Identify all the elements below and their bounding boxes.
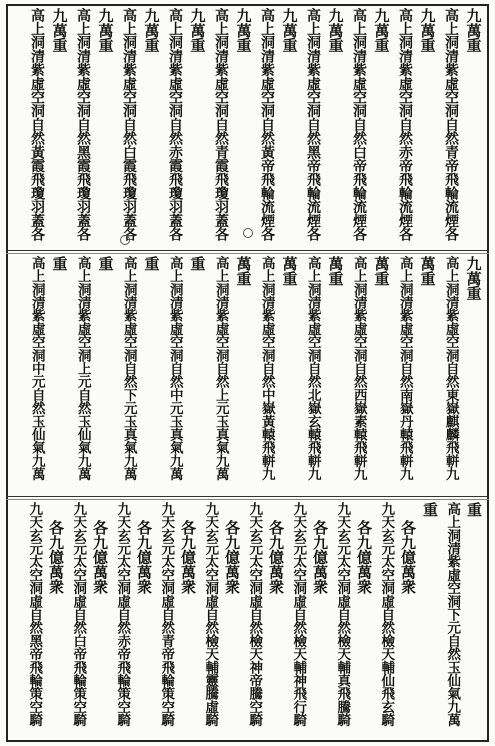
text-column [324,256,347,492]
text-column [186,8,209,248]
text-column [140,256,163,492]
column-text: 高上洞清紫虛空洞自然黑霞飛瓊羽蓋各 [75,8,91,241]
text-column [209,8,232,248]
column-text: 各九億萬衆 [267,520,285,594]
column-text: 重 [188,256,207,271]
column-text: 九萬重 [418,8,437,53]
text-column [25,256,48,492]
column-text: 萬重 [280,256,299,286]
column-text: 各九億萬衆 [223,520,241,594]
text-column [265,502,287,738]
text-column [393,256,416,492]
column-text: 高上洞清紫虛空洞自然黃霞飛瓊羽蓋各 [29,8,45,241]
text-column [155,502,177,738]
column-text: 九天玄元太空洞虛自然白帝飛輪策空騎 [70,502,87,727]
column-text: 九萬重 [188,8,207,53]
column-text: 九萬重 [464,8,483,53]
text-column [255,256,278,492]
text-column [45,502,67,738]
column-text: 重 [421,502,439,517]
text-column [441,502,463,738]
text-column [301,8,324,248]
text-column [309,502,331,738]
column-text: 高上洞清紫虛空洞自然青帝飛輪流煙各 [443,8,459,241]
column-text: 九天玄元太空洞虛自然黑帝飛輪策空騎 [26,502,43,727]
register-divider [6,250,489,251]
text-column [117,8,140,248]
text-column [209,256,232,492]
text-column [439,256,462,492]
column-text: 高上洞清紫虛空洞自然中元玉真氣九萬 [166,256,183,481]
text-column [375,502,397,738]
text-column [462,8,485,248]
text-column [117,256,140,492]
column-text: 各九億萬衆 [135,520,153,594]
text-column [89,502,111,738]
column-text: 各九億萬衆 [179,520,197,594]
register-middle [10,256,485,492]
column-text: 九天玄元太空洞虛自然檢天輔仙飛玄騎 [378,502,395,727]
column-text: 各九億萬衆 [399,520,417,594]
text-column [67,502,89,738]
column-text: 各九億萬衆 [311,520,329,594]
column-text: 各九億萬衆 [91,520,109,594]
text-column [94,8,117,248]
text-column [301,256,324,492]
column-text: 高上洞清紫虛空洞自然上元玉真氣九萬 [212,256,229,481]
text-column [416,256,439,492]
column-text: 高上洞清紫虛空洞自然白霞飛瓊羽蓋各 [121,8,137,241]
text-column [278,8,301,248]
text-column [324,8,347,248]
column-text: 萬重 [234,256,253,286]
text-column [353,502,375,738]
column-text: 重 [142,256,161,271]
column-text: 九天玄元太空洞虛自然檢天神帝騰空騎 [246,502,263,727]
text-column [23,502,45,738]
column-text: 九萬重 [96,8,115,53]
text-column [287,502,309,738]
text-column [416,8,439,248]
text-column [163,256,186,492]
column-text: 九萬重 [280,8,299,53]
text-column [232,256,255,492]
column-text: 高上洞清紫虛空洞下元自然玉仙氣九萬 [444,502,461,727]
column-text: 九萬重 [50,8,69,53]
column-text: 九萬重 [234,8,253,53]
column-text: 各九億萬衆 [47,520,65,594]
column-text: 高上洞清紫虛空洞自然黃帝飛輪流煙各 [259,8,275,241]
column-text: 萬重 [326,256,345,286]
text-column [133,502,155,738]
column-text: 重 [50,256,69,271]
circle-mark-icon [243,228,253,238]
text-column [419,502,441,738]
text-column [140,8,163,248]
column-text: 高上洞清紫虛空洞自然東嶽麒麟飛軿九 [442,256,459,481]
text-column [163,8,186,248]
text-column [347,8,370,248]
text-column [48,8,71,248]
column-text: 高上洞清紫虛空洞自然青霞飛瓊羽蓋各 [213,8,229,241]
column-text: 重 [465,502,483,517]
text-column [94,256,117,492]
column-text: 九天玄元太空洞虛自然赤帝飛輪策空騎 [114,502,131,727]
column-text: 九萬重 [464,256,483,301]
column-text: 九萬重 [142,8,161,53]
text-column [232,8,255,248]
circle-mark-icon [120,235,130,245]
column-text: 高上洞清紫虛空洞自然白帝飛輪流煙各 [351,8,367,241]
register-bottom [10,502,485,738]
column-text: 九天玄元太空洞虛自然檢天輔靈騰虛騎 [202,502,219,727]
text-column [111,502,133,738]
column-text: 高上洞清紫虛空洞自然北嶽玄轅飛軿九 [304,256,321,481]
column-text: 高上洞清紫虛空洞自然下元玉真氣九萬 [120,256,137,481]
text-column [48,256,71,492]
column-text: 萬重 [372,256,391,286]
column-text: 九萬重 [326,8,345,53]
column-text: 九天玄元太空洞虛自然檢天輔神飛行騎 [290,502,307,727]
text-column [370,8,393,248]
text-column [199,502,221,738]
register-top [10,8,485,248]
column-text: 高上洞清紫虛空洞自然西嶽素轅飛軿九 [350,256,367,481]
column-text: 高上洞清紫虛空洞自然赤霞飛瓊羽蓋各 [167,8,183,241]
text-column [439,8,462,248]
column-text: 各九億萬衆 [355,520,373,594]
text-column [462,256,485,492]
text-column [347,256,370,492]
text-column [221,502,243,738]
text-column [25,8,48,248]
column-text: 高上洞清紫虛空洞中元自然玉仙氣九萬 [28,256,45,481]
column-text: 高上洞清紫虛空洞上元自然玉仙氣九萬 [74,256,91,481]
text-column [255,8,278,248]
text-column [71,8,94,248]
column-text: 高上洞清紫虛空洞自然赤帝飛輪流煙各 [397,8,413,241]
column-text: 高上洞清紫虛空洞自然南嶽丹轅飛軿九 [396,256,413,481]
text-column [397,502,419,738]
text-column [331,502,353,738]
column-text: 萬重 [418,256,437,286]
column-text: 高上洞清紫虛空洞自然中嶽黃轅飛軿九 [258,256,275,481]
column-text: 九天玄元太空洞虛自然檢天輔真飛騰騎 [334,502,351,727]
text-column [463,502,485,738]
column-text: 九萬重 [372,8,391,53]
text-column [393,8,416,248]
text-column [186,256,209,492]
text-column [243,502,265,738]
register-divider [6,496,489,497]
text-column [177,502,199,738]
column-text: 高上洞清紫虛空洞自然黑帝飛輪流煙各 [305,8,321,241]
text-column [370,256,393,492]
text-column [278,256,301,492]
text-column [71,256,94,492]
column-text: 九天玄元太空洞虛自然青帝飛輪策空騎 [158,502,175,727]
column-text: 重 [96,256,115,271]
